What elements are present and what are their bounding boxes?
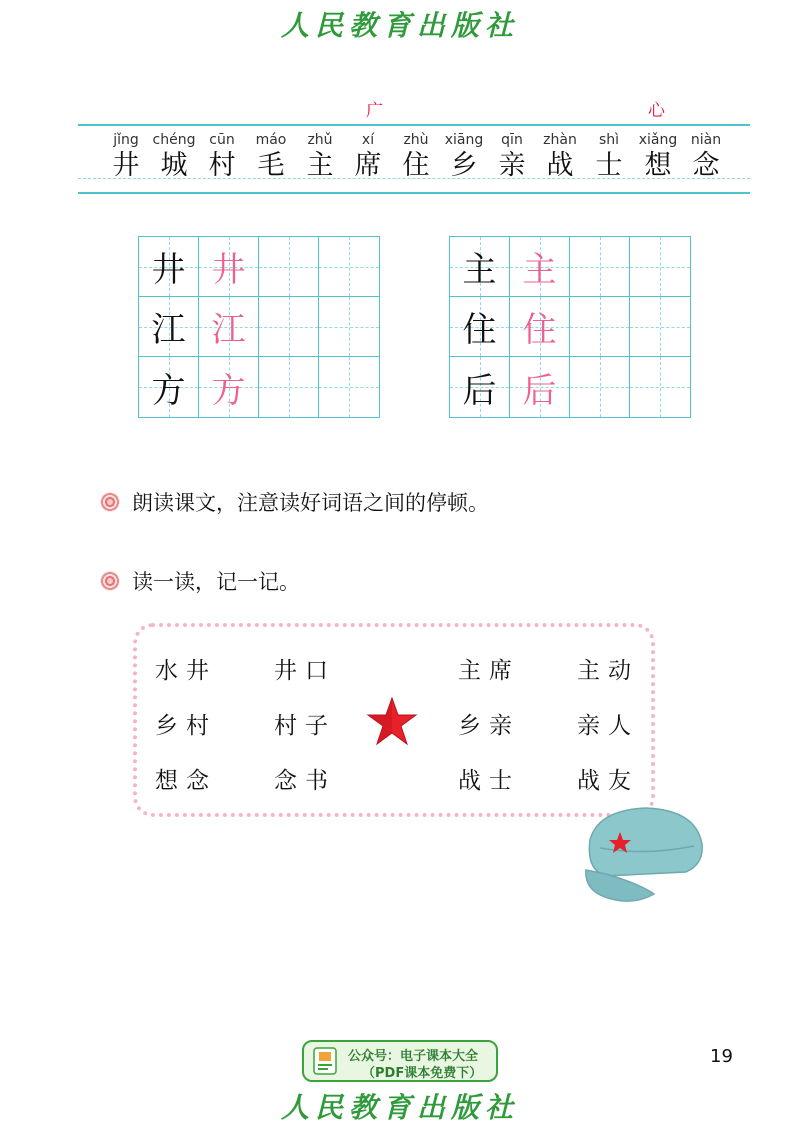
grid-cell: [450, 297, 510, 357]
radical-guang: 广: [366, 101, 383, 121]
hanzi: 主: [306, 150, 334, 181]
grid-cell: [199, 297, 259, 357]
word: 水井: [155, 658, 217, 684]
flower-bullet-icon: [100, 492, 120, 512]
pinyin: xí: [361, 132, 375, 148]
model-char: 住: [462, 310, 497, 350]
word: 亲人: [577, 713, 639, 739]
grid-cell: [510, 297, 570, 357]
grid-cell: [199, 237, 259, 297]
practice-cell[interactable]: [319, 237, 379, 297]
word: 念书: [274, 768, 336, 794]
grid-cell: [510, 357, 570, 417]
page-number: 19: [710, 1046, 733, 1067]
word: 想念: [155, 768, 217, 794]
trace-char: 后: [522, 370, 557, 411]
model-char: 后: [462, 370, 497, 411]
pinyin: niàn: [690, 132, 722, 148]
hanzi: 城: [160, 150, 188, 181]
pinyin: zhǔ: [307, 132, 333, 148]
practice-cell[interactable]: [630, 297, 690, 357]
promo-line-1: 公众号：电子课本大全: [348, 1049, 479, 1064]
writing-grid-left: [138, 236, 380, 418]
char-item: [680, 132, 732, 184]
grid-cell: [450, 237, 510, 297]
grid-cell: [510, 237, 570, 297]
grid-cell: [450, 357, 510, 417]
char-item: [294, 132, 346, 184]
hanzi: 乡: [450, 150, 478, 181]
char-item: [148, 132, 200, 184]
hanzi: 战: [546, 150, 574, 181]
hanzi: 村: [208, 150, 236, 181]
promo-line-2: （PDF课本免费下）: [362, 1066, 483, 1081]
writing-grid-right: [449, 236, 691, 418]
grid-row: [450, 297, 690, 357]
grid-cell: [139, 297, 199, 357]
exercise-text: 读一读，记一记。: [132, 570, 300, 594]
char-item: [342, 132, 394, 184]
char-item: [100, 132, 152, 184]
book-logo-icon: [312, 1046, 340, 1076]
grid-row: [450, 237, 690, 297]
practice-cell[interactable]: [319, 357, 379, 417]
word: 村子: [274, 713, 336, 739]
practice-cell[interactable]: [570, 297, 630, 357]
practice-cell[interactable]: [630, 357, 690, 417]
model-char: 江: [151, 310, 186, 350]
new-characters-band: [78, 124, 750, 194]
grid-cell: [139, 237, 199, 297]
trace-char: 主: [522, 250, 557, 290]
char-item: [390, 132, 442, 184]
char-item: [534, 132, 586, 184]
practice-cell[interactable]: [259, 297, 319, 357]
hanzi: 井: [112, 150, 140, 181]
practice-cell[interactable]: [570, 357, 630, 417]
exercise-2: [100, 566, 300, 596]
char-item: [196, 132, 248, 184]
model-char: 方: [151, 370, 186, 411]
word: 井口: [274, 658, 336, 684]
trace-char: 井: [211, 250, 246, 290]
flower-bullet-icon: [100, 571, 120, 591]
promo-badge: [302, 1040, 498, 1082]
pinyin: zhù: [403, 132, 429, 148]
char-item: [632, 132, 684, 184]
publisher-logo-top: 人民教育出版社: [280, 9, 519, 42]
practice-cell[interactable]: [259, 237, 319, 297]
pinyin: zhàn: [543, 132, 577, 148]
hanzi: 席: [354, 150, 382, 181]
model-char: 井: [151, 250, 186, 290]
hanzi: 念: [692, 150, 720, 181]
exercise-1: [100, 487, 489, 517]
practice-cell[interactable]: [570, 237, 630, 297]
radical-xin: 心: [648, 101, 665, 121]
pinyin: qīn: [501, 132, 523, 148]
hanzi: 想: [644, 150, 672, 181]
word: 战友: [577, 768, 639, 794]
exercise-text: 朗读课文，注意读好词语之间的停顿。: [132, 491, 489, 515]
word: 主动: [577, 658, 639, 684]
char-item: [583, 132, 635, 184]
red-star-icon: [366, 696, 418, 746]
model-char: 主: [462, 250, 497, 290]
practice-cell[interactable]: [630, 237, 690, 297]
pinyin: jǐng: [113, 132, 139, 148]
practice-cell[interactable]: [319, 297, 379, 357]
char-item: [438, 132, 490, 184]
army-cap-icon: [576, 800, 708, 904]
trace-char: 江: [211, 310, 246, 350]
char-item: [245, 132, 297, 184]
pinyin: shì: [598, 132, 620, 148]
grid-cell: [139, 357, 199, 417]
grid-cell: [199, 357, 259, 417]
hanzi: 毛: [257, 150, 285, 181]
hanzi: 亲: [498, 150, 526, 181]
publisher-logo-bottom: 人民教育出版社: [280, 1091, 519, 1124]
pinyin: xiǎng: [638, 132, 678, 148]
grid-row: [450, 357, 690, 417]
pinyin: máo: [255, 132, 287, 148]
pinyin: xiāng: [444, 132, 484, 148]
trace-char: 住: [522, 310, 557, 350]
grid-row: [139, 297, 379, 357]
word: 乡村: [155, 713, 217, 739]
char-item: [486, 132, 538, 184]
pinyin: chéng: [152, 132, 196, 148]
grid-row: [139, 357, 379, 417]
trace-char: 方: [211, 370, 246, 411]
word: 战士: [458, 768, 520, 794]
practice-cell[interactable]: [259, 357, 319, 417]
hanzi: 士: [595, 150, 623, 181]
pinyin: cūn: [209, 132, 235, 148]
hanzi: 住: [402, 150, 430, 181]
word: 乡亲: [458, 713, 520, 739]
word: 主席: [458, 658, 520, 684]
grid-row: [139, 237, 379, 297]
